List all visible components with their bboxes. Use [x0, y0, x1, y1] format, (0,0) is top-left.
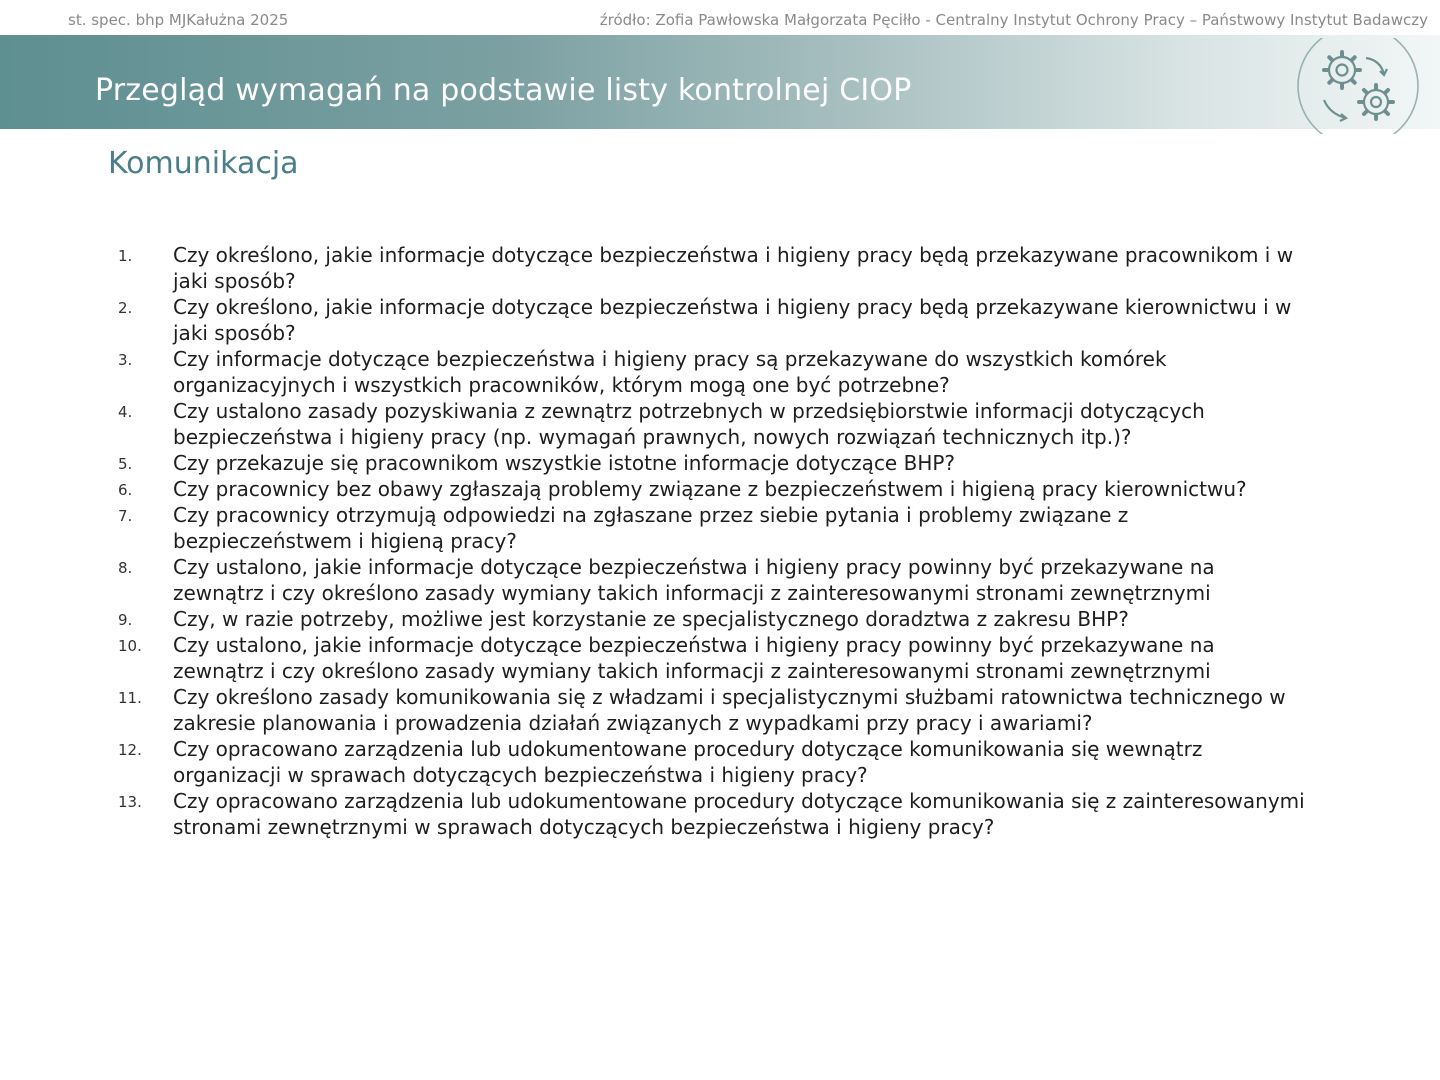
item-text: Czy ustalono, jakie informacje dotyczące bezpieczeństwa i higieny pracy powinny być przekazywane na zewnątrz i czy określono zasady wymiany takich informacji z zainteresowanymi stronami zewnętrznymi: [173, 555, 1215, 605]
item-text: Czy określono, jakie informacje dotyczące bezpieczeństwa i higieny pracy będą przekazywane kierownictwu i w jaki sposób?: [173, 295, 1292, 345]
checklist: [118, 242, 1308, 840]
section-title: Komunikacja: [108, 146, 299, 181]
item-number: 13.: [118, 793, 142, 811]
item-number: 5.: [118, 455, 133, 473]
checklist-item: [118, 242, 1308, 294]
checklist-item: [118, 502, 1308, 554]
item-number: 6.: [118, 481, 133, 499]
item-text: Czy informacje dotyczące bezpieczeństwa i higieny pracy są przekazywane do wszystkich komórek organizacyjnych i wszystkich pracowników, którym mogą one być potrzebne?: [173, 347, 1167, 397]
item-number: 3.: [118, 351, 133, 369]
item-number: 8.: [118, 559, 133, 577]
checklist-item: [118, 788, 1308, 840]
gears-icon: [1296, 38, 1422, 134]
item-number: 7.: [118, 507, 133, 525]
item-number: 11.: [118, 689, 142, 707]
author-note: st. spec. bhp MJKałużna 2025: [68, 11, 289, 29]
checklist-item: [118, 684, 1308, 736]
item-text: Czy ustalono zasady pozyskiwania z zewnątrz potrzebnych w przedsiębiorstwie informacji dotyczących bezpieczeństwa i higieny pracy (np. wymagań prawnych, nowych rozwiązań technicznych itp.)?: [173, 399, 1205, 449]
item-number: 9.: [118, 611, 133, 629]
item-number: 1.: [118, 247, 133, 265]
top-info-bar: [0, 0, 1440, 34]
item-number: 4.: [118, 403, 133, 421]
slide-title: Przegląd wymagań na podstawie listy kontrolnej CIOP: [95, 73, 912, 108]
item-text: Czy ustalono, jakie informacje dotyczące bezpieczeństwa i higieny pracy powinny być przekazywane na zewnątrz i czy określono zasady wymiany takich informacji z zainteresowanymi stronami zewnętrznymi: [173, 633, 1215, 683]
item-text: Czy określono zasady komunikowania się z władzami i specjalistycznymi służbami ratownictwa technicznego w zakresie planowania i prowadzenia działań związanych z wypadkami przy pracy i awariami?: [173, 685, 1286, 735]
item-text: Czy określono, jakie informacje dotyczące bezpieczeństwa i higieny pracy będą przekazywane pracownikom i w jaki sposób?: [173, 243, 1294, 293]
item-text: Czy opracowano zarządzenia lub udokumentowane procedury dotyczące komunikowania się wewnątrz organizacji w sprawach dotyczących bezpieczeństwa i higieny pracy?: [173, 737, 1203, 787]
checklist-item: [118, 736, 1308, 788]
checklist-item: [118, 346, 1308, 398]
source-note: źródło: Zofia Pawłowska Małgorzata Pęciłło - Centralny Instytut Ochrony Pracy – Państwowy Instytut Badawczy: [599, 11, 1428, 29]
checklist-item: [118, 450, 1308, 476]
checklist-item: [118, 398, 1308, 450]
item-text: Czy pracownicy otrzymują odpowiedzi na zgłaszane przez siebie pytania i problemy związane z bezpieczeństwem i higieną pracy?: [173, 503, 1129, 553]
item-text: Czy przekazuje się pracownikom wszystkie istotne informacje dotyczące BHP?: [173, 451, 956, 475]
item-number: 12.: [118, 741, 142, 759]
checklist-item: [118, 632, 1308, 684]
item-number: 10.: [118, 637, 142, 655]
checklist-item: [118, 554, 1308, 606]
item-number: 2.: [118, 299, 133, 317]
title-banner: [0, 35, 1440, 129]
item-text: Czy, w razie potrzeby, możliwe jest korzystanie ze specjalistycznego doradztwa z zakresu BHP?: [173, 607, 1129, 631]
item-text: Czy pracownicy bez obawy zgłaszają problemy związane z bezpieczeństwem i higieną pracy kierownictwu?: [173, 477, 1247, 501]
item-text: Czy opracowano zarządzenia lub udokumentowane procedury dotyczące komunikowania się z zainteresowanymi stronami zewnętrznymi w sprawach dotyczących bezpieczeństwa i higieny pracy?: [173, 789, 1305, 839]
checklist-item: [118, 476, 1308, 502]
checklist-item: [118, 606, 1308, 632]
checklist-item: [118, 294, 1308, 346]
